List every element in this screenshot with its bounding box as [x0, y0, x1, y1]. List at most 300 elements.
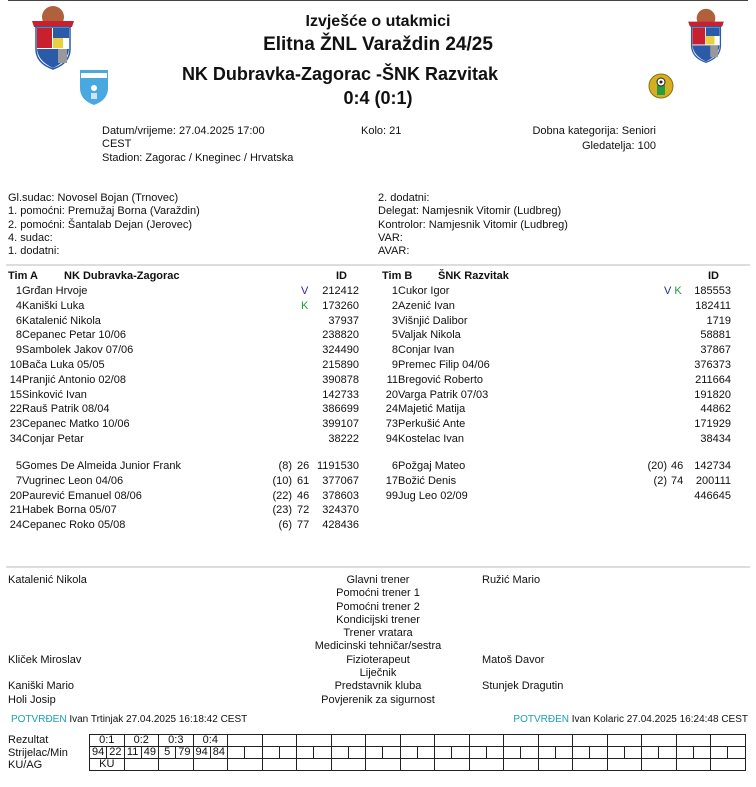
player-number: 6	[391, 460, 398, 472]
ku-ag-cell	[435, 759, 470, 771]
scorer-cell	[297, 747, 314, 759]
player-row	[376, 402, 731, 416]
official-main-referee: Gl.sudac: Novosel Bojan (Trnovec)	[8, 192, 179, 204]
player-id: 37937	[328, 314, 359, 327]
player-name: Varga Patrik 07/03	[398, 388, 489, 401]
player-marks	[664, 284, 682, 298]
minute-cell: 84	[210, 747, 227, 759]
scorer-row	[90, 747, 746, 759]
official-assistant-2: 2. pomoćni: Šantalab Dejan (Jerovec)	[8, 218, 193, 231]
result-cell	[331, 735, 366, 747]
sub-minute: 26	[297, 460, 310, 472]
player-row	[376, 358, 731, 372]
result-cell	[297, 735, 332, 747]
player-row	[376, 328, 731, 342]
player-number: 99	[385, 489, 398, 502]
player-row	[0, 432, 359, 446]
officials-right	[378, 192, 568, 258]
ku-ag-cell	[538, 759, 573, 771]
staff-role: Povjerenik za sigurnost	[321, 693, 435, 706]
score-table	[89, 734, 746, 771]
player-number: 34	[9, 433, 22, 445]
player-row	[376, 314, 731, 328]
player-row	[0, 388, 359, 402]
team-b-id-header: ID	[708, 270, 719, 282]
player-marks	[301, 284, 308, 298]
sub-row	[376, 474, 731, 488]
result-cell	[469, 735, 504, 747]
player-row	[376, 432, 731, 446]
player-row	[376, 373, 731, 387]
player-name: Jug Leo 02/09	[398, 489, 468, 502]
result-cell	[573, 735, 608, 747]
official-additional-2: 2. dodatni:	[378, 192, 430, 204]
player-name: Cepanec Petar 10/06	[22, 329, 126, 342]
captain-mark: K	[301, 299, 309, 312]
minute-cell	[348, 747, 365, 759]
player-name: Vugrinec Leon 04/06	[22, 474, 124, 487]
minute-cell	[279, 747, 296, 759]
home-club-crest-icon	[78, 68, 110, 106]
replaced-player: (20)	[647, 460, 667, 472]
player-number: 5	[15, 460, 22, 472]
result-cell	[366, 735, 401, 747]
staff-role: Medicinski tehničar/sestra	[314, 640, 442, 653]
player-number: 1	[391, 285, 398, 297]
ku-ag-cell	[297, 759, 332, 771]
player-number: 2	[391, 299, 398, 312]
staff-home-name	[8, 627, 87, 640]
sub-row	[0, 518, 359, 532]
home-confirmed-status: POTVRĐEN	[11, 714, 67, 725]
ku-ag-cell	[711, 759, 746, 771]
player-number: 22	[9, 403, 22, 416]
player-id: 38222	[328, 433, 359, 445]
minute-cell	[314, 747, 331, 759]
player-id: 44862	[700, 403, 731, 416]
official-fourth: 4. sudac:	[8, 231, 53, 244]
player-id: 211664	[695, 373, 731, 386]
player-row	[0, 314, 359, 328]
player-number: 6	[15, 314, 22, 327]
player-id: 142733	[322, 388, 359, 401]
player-name: Pranjić Antonio 02/08	[22, 373, 126, 386]
player-number: 20	[9, 489, 22, 502]
ku-ag-cell	[262, 759, 297, 771]
match-round: Kolo: 21	[361, 125, 402, 137]
player-name: Conjar Ivan	[398, 344, 455, 357]
player-id: 182411	[695, 299, 731, 312]
player-name: Habek Borna 05/07	[22, 504, 117, 517]
player-id: 38434	[700, 433, 731, 445]
match-score: 0:4 (0:1)	[343, 88, 413, 108]
staff-home-name: Holi Josip	[8, 693, 56, 706]
player-name: Sinković Ivan	[22, 388, 87, 401]
official-assistant-1: 1. pomoćni: Premužaj Borna (Varaždin)	[8, 205, 200, 218]
staff-away-name	[482, 614, 563, 627]
ku-ag-row	[90, 759, 746, 771]
result-cell	[642, 735, 677, 747]
player-row	[0, 417, 359, 431]
scorer-cell	[573, 747, 590, 759]
sub-row	[0, 489, 359, 503]
staff-home-name	[8, 601, 87, 614]
minute-cell	[417, 747, 434, 759]
age-category: Dobna kategorija: Seniori	[532, 125, 656, 137]
result-cell	[504, 735, 539, 747]
result-row	[90, 735, 746, 747]
official-var: VAR:	[378, 231, 403, 244]
player-id: 386699	[322, 403, 359, 416]
match-timezone: CEST	[102, 138, 132, 150]
ku-ag-cell	[642, 759, 677, 771]
scorer-cell	[711, 747, 728, 759]
staff-home-list	[8, 574, 87, 707]
player-id: 200111	[695, 474, 731, 487]
player-id: 324370	[322, 504, 359, 517]
staff-home-name: Katalenić Nikola	[8, 574, 87, 586]
staff-role: Trener vratara	[343, 627, 413, 640]
minute-cell	[452, 747, 469, 759]
player-id: 378603	[322, 489, 359, 502]
scorer-cell	[469, 747, 486, 759]
team-separator: -	[376, 64, 383, 84]
sub-row	[0, 459, 359, 473]
player-id: 171929	[694, 418, 731, 431]
ku-ag-cell	[573, 759, 608, 771]
official-delegate: Delegat: Namjesnik Vitomir (Ludbreg)	[378, 205, 562, 218]
player-number: 8	[15, 329, 22, 342]
match-title	[182, 64, 498, 85]
away-club-crest-icon	[648, 73, 674, 99]
score-table-labels	[8, 734, 68, 772]
player-id: 324490	[322, 344, 359, 357]
sub-minute: 46	[297, 489, 310, 502]
minute-cell	[383, 747, 400, 759]
player-name: Cukor Igor	[398, 285, 450, 297]
player-id: 1191530	[316, 460, 359, 472]
scorer-cell: 94	[193, 747, 210, 759]
minute-cell: 79	[176, 747, 193, 759]
scorer-cell: 11	[124, 747, 141, 759]
player-number: 10	[9, 359, 22, 371]
replaced-player: (6)	[278, 519, 292, 532]
player-number: 4	[15, 299, 22, 312]
scorer-cell	[400, 747, 417, 759]
player-number: 15	[9, 388, 22, 401]
staff-role: Pomoćni trener 1	[336, 587, 420, 600]
sub-row	[0, 474, 359, 488]
player-id: 191820	[694, 388, 731, 401]
player-name: Sambolek Jakov 07/06	[22, 344, 134, 357]
player-row	[0, 328, 359, 342]
player-number: 24	[9, 519, 22, 532]
official-avar: AVAR:	[378, 245, 410, 258]
sub-minute: 46	[671, 460, 684, 472]
player-name: Paurević Emanuel 08/06	[22, 489, 142, 502]
player-id: 238820	[322, 329, 359, 342]
staff-away-name	[482, 627, 563, 640]
scorer-cell	[435, 747, 452, 759]
minute-cell: 22	[107, 747, 124, 759]
player-number: 73	[385, 418, 398, 431]
player-name: Božić Denis	[398, 474, 457, 487]
away-confirmation	[513, 714, 748, 725]
player-row	[0, 373, 359, 387]
player-number: 5	[391, 329, 398, 342]
staff-away-name	[482, 694, 563, 707]
divider	[6, 566, 750, 568]
player-id: 142734	[694, 460, 731, 472]
player-name: Majetić Matija	[398, 403, 466, 416]
player-number: 3	[391, 314, 398, 327]
staff-role: Predstavnik kluba	[334, 680, 422, 693]
player-id: 377067	[322, 474, 359, 487]
sub-minute: 61	[297, 474, 310, 487]
replaced-player: (23)	[272, 504, 292, 517]
player-name: Premec Filip 04/06	[398, 359, 490, 371]
player-name: Perkušić Ante	[398, 418, 466, 431]
player-name: Višnjić Dalibor	[398, 314, 468, 327]
top-border	[8, 0, 748, 1]
away-confirmed-by: Ivan Kolaric 27.04.2025 16:24:48 CEST	[571, 714, 748, 725]
player-row	[0, 358, 359, 372]
scorer-cell	[607, 747, 624, 759]
player-number: 20	[385, 388, 398, 401]
home-team-name: NK Dubravka-Zagorac	[181, 64, 371, 84]
sub-minute: 77	[297, 519, 310, 532]
player-id: 173260	[322, 299, 359, 312]
result-cell: 0:2	[124, 735, 159, 747]
staff-home-name: Kliček Miroslav	[8, 653, 82, 666]
ku-ag-cell	[469, 759, 504, 771]
staff-home-name: Kaniški Mario	[8, 680, 75, 693]
ku-ag-cell	[193, 759, 228, 771]
scorer-cell	[228, 747, 245, 759]
minute-cell	[590, 747, 607, 759]
player-name: Azenić Ivan	[398, 299, 455, 312]
staff-home-name	[8, 640, 87, 653]
player-name: Požgaj Mateo	[398, 460, 466, 472]
staff-away-name: Matoš Davor	[482, 653, 545, 666]
minute-cell	[521, 747, 538, 759]
label-ku-ag: KU/AG	[8, 759, 43, 771]
official-additional-1: 1. dodatni:	[8, 245, 60, 258]
result-cell	[676, 735, 711, 747]
player-id: 446645	[694, 489, 731, 502]
sub-row	[0, 503, 359, 517]
home-confirmed-by: Ivan Trtinjak 27.04.2025 16:18:42 CEST	[69, 714, 248, 725]
sub-row	[376, 459, 731, 473]
result-cell	[262, 735, 297, 747]
team-a-label: Tim A	[8, 270, 38, 282]
scorer-cell	[262, 747, 279, 759]
scorer-cell	[676, 747, 693, 759]
player-number: 23	[9, 418, 22, 431]
ku-ag-cell	[400, 759, 435, 771]
staff-home-name	[8, 667, 87, 680]
federation-crest-icon-left	[28, 5, 78, 71]
player-row	[376, 343, 731, 357]
label-result: Rezultat	[8, 734, 49, 746]
ku-ag-cell	[676, 759, 711, 771]
minute-cell	[659, 747, 676, 759]
staff-home-name	[8, 587, 87, 600]
player-id: 212412	[322, 285, 359, 297]
scorer-cell	[538, 747, 555, 759]
replaced-player: (2)	[653, 474, 667, 487]
player-row	[0, 299, 359, 313]
player-row	[0, 343, 359, 357]
sub-row	[376, 489, 731, 503]
federation-crest-icon-right	[683, 8, 729, 64]
player-number: 8	[391, 344, 398, 357]
player-row	[376, 284, 731, 298]
competition-title: Elitna ŽNL Varaždin 24/25	[263, 34, 493, 55]
team-a-id-header: ID	[336, 270, 347, 282]
minute-cell	[555, 747, 572, 759]
official-controller: Kontrolor: Namjesnik Vitomir (Ludbreg)	[378, 218, 568, 231]
result-cell	[435, 735, 470, 747]
ku-ag-cell	[607, 759, 642, 771]
scorer-cell: 94	[90, 747, 107, 759]
player-number: 24	[385, 403, 398, 416]
player-number: 7	[15, 474, 22, 487]
minute-cell	[245, 747, 262, 759]
staff-away-name: Stunjek Dragutin	[482, 680, 564, 693]
staff-role: Liječnik	[359, 667, 397, 680]
player-name: Kaniški Luka	[22, 299, 85, 312]
player-row	[376, 417, 731, 431]
scorer-cell	[642, 747, 659, 759]
player-id: 390878	[322, 373, 359, 386]
sub-minute: 72	[297, 504, 310, 517]
player-row	[376, 299, 731, 313]
replaced-player: (8)	[278, 460, 292, 472]
player-name: Cepanec Matko 10/06	[22, 418, 130, 431]
staff-role: Kondicijski trener	[336, 613, 420, 626]
result-cell	[228, 735, 263, 747]
team-b-label: Tim B	[382, 270, 413, 282]
ku-ag-cell	[366, 759, 401, 771]
player-number: 11	[386, 373, 398, 386]
minute-cell	[624, 747, 641, 759]
staff-role: Pomoćni trener 2	[336, 600, 420, 613]
result-cell: 0:1	[90, 735, 125, 747]
result-cell	[711, 735, 746, 747]
player-name: Gomes De Almeida Junior Frank	[22, 460, 181, 472]
staff-role: Glavni trener	[346, 574, 410, 586]
player-name: Grđan Hrvoje	[22, 285, 88, 297]
officials-left	[8, 192, 200, 258]
player-name: Katalenić Nikola	[22, 314, 101, 327]
player-name: Bregović Roberto	[398, 373, 483, 386]
staff-away-name	[482, 667, 563, 680]
player-name: Kostelac Ivan	[398, 433, 465, 445]
result-cell	[538, 735, 573, 747]
captain-mark: K	[674, 285, 682, 297]
player-number: 21	[9, 504, 22, 517]
player-row	[0, 284, 359, 298]
ku-ag-cell	[228, 759, 263, 771]
player-marks	[301, 299, 308, 313]
player-number: 94	[385, 433, 398, 445]
sub-minute: 74	[671, 474, 684, 487]
divider	[6, 264, 750, 266]
player-id: 428436	[322, 519, 359, 532]
player-id: 376373	[694, 359, 731, 371]
minute-cell	[693, 747, 710, 759]
staff-roles-list	[315, 574, 442, 707]
ku-ag-cell	[124, 759, 159, 771]
player-number: 9	[391, 359, 398, 371]
player-number: 9	[15, 344, 22, 357]
away-team-name: ŠNK Razvitak	[382, 64, 499, 84]
player-name: Cepanec Roko 05/08	[22, 519, 126, 532]
ku-ag-cell: KU	[90, 759, 125, 771]
replaced-player: (22)	[272, 489, 292, 502]
player-row	[376, 388, 731, 402]
replaced-player: (10)	[272, 474, 292, 487]
player-number: 17	[385, 474, 398, 487]
minute-cell	[486, 747, 503, 759]
report-title: Izvješće o utakmici	[305, 13, 451, 30]
staff-away-name	[482, 587, 563, 600]
player-name: Rauš Patrik 08/04	[22, 403, 110, 416]
player-row	[0, 402, 359, 416]
player-id: 399107	[322, 418, 359, 431]
staff-home-name	[8, 614, 87, 627]
match-stadium: Stadion: Zagorac / Kneginec / Hrvatska	[102, 152, 294, 164]
scorer-cell: 5	[159, 747, 176, 759]
scorer-cell	[504, 747, 521, 759]
player-id: 215890	[322, 359, 359, 371]
player-name: Valjak Nikola	[398, 329, 461, 342]
goalkeeper-mark: V	[664, 285, 672, 297]
result-cell	[607, 735, 642, 747]
player-id: 37867	[700, 344, 731, 357]
match-datetime: Datum/vrijeme: 27.04.2025 17:00	[102, 125, 265, 137]
scorer-cell	[366, 747, 383, 759]
staff-role: Fizioterapeut	[346, 653, 410, 666]
player-id: 58881	[700, 329, 731, 342]
staff-away-name	[482, 640, 563, 653]
result-cell	[400, 735, 435, 747]
team-b-name: ŠNK Razvitak	[438, 270, 509, 282]
player-name: Bača Luka 05/05	[22, 359, 105, 371]
label-scorer-minute: Strijelac/Min	[8, 746, 68, 759]
player-id: 185553	[694, 285, 731, 297]
team-a-name: NK Dubravka-Zagorac	[64, 270, 180, 282]
away-confirmed-status: POTVRĐEN	[513, 714, 569, 725]
player-number: 1	[15, 285, 22, 297]
staff-away-name	[482, 601, 563, 614]
minute-cell: 49	[141, 747, 158, 759]
ku-ag-cell	[159, 759, 194, 771]
ku-ag-cell	[331, 759, 366, 771]
result-cell: 0:3	[159, 735, 194, 747]
minute-cell	[728, 747, 745, 759]
staff-away-name: Ružić Mario	[482, 574, 541, 586]
ku-ag-cell	[504, 759, 539, 771]
player-number: 14	[9, 373, 22, 386]
home-confirmation	[11, 714, 247, 725]
player-name: Conjar Petar	[22, 433, 84, 445]
staff-away-list	[482, 574, 563, 707]
scorer-cell	[331, 747, 348, 759]
goalkeeper-mark: V	[301, 285, 309, 297]
result-cell: 0:4	[193, 735, 228, 747]
